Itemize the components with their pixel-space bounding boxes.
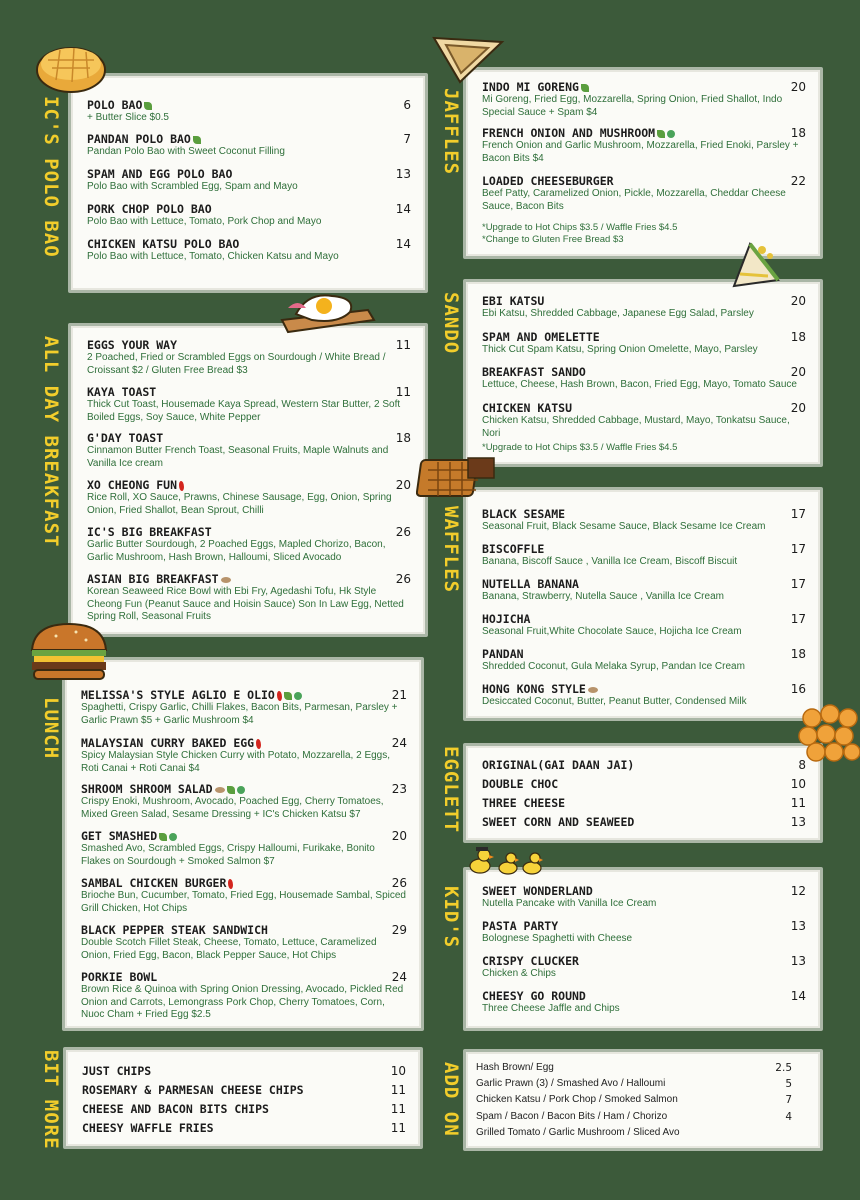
- item-price: 4: [785, 1111, 792, 1123]
- item-price: 10: [790, 777, 806, 791]
- section-title-bit-more: BIT MORE: [40, 1050, 62, 1150]
- item-price: 11: [395, 385, 411, 399]
- item-price: 14: [790, 989, 806, 1003]
- item-name: Hash Brown/ Egg: [476, 1062, 554, 1073]
- item-description: + Butter Slice $0.5: [87, 112, 169, 123]
- item-description: Banana, Strawberry, Nutella Sauce , Vanilla Ice Cream: [482, 591, 724, 602]
- item-description: Three Cheese Jaffle and Chips: [482, 1003, 620, 1014]
- item-name: SHROOM SHROOM SALAD: [81, 782, 407, 796]
- chili-icon: [277, 691, 282, 701]
- item-name: JUST CHIPS: [82, 1064, 152, 1078]
- menu-item: [482, 401, 806, 440]
- item-price: 7: [403, 132, 411, 146]
- ducks-icon: [466, 846, 548, 876]
- panel-jaffles: [466, 70, 820, 256]
- chili-icon: [256, 739, 261, 749]
- menu-item: [482, 126, 806, 165]
- item-name: LOADED CHEESEBURGER: [482, 174, 614, 188]
- item-description: Ebi Katsu, Shredded Cabbage, Japanese Egg Salad, Parsley: [482, 308, 754, 319]
- jaffle-icon: [430, 32, 506, 86]
- item-description: Brioche Bun, Cucumber, Tomato, Fried Egg, Housemade Sambal, Spiced Grill Chicken, Hot Chips: [81, 890, 406, 914]
- item-name: PORKIE BOWL: [81, 970, 158, 984]
- item-name: PORK CHOP POLO BAO: [87, 202, 212, 216]
- section-title-lunch: LUNCH: [40, 697, 62, 760]
- item-description: Cinnamon Butter French Toast, Seasonal Fruits, Maple Walnuts and Vanilla Ice cream: [87, 445, 389, 469]
- section-title-breakfast: ALL DAY BREAKFAST: [40, 336, 62, 548]
- menu-item: [81, 829, 407, 868]
- section-title-polo-bao: IC'S POLO BAO: [40, 96, 62, 258]
- item-name: Spam / Bacon / Bacon Bits / Ham / Chorizo: [476, 1111, 668, 1122]
- item-description: Crispy Enoki, Mushroom, Avocado, Poached Egg, Cherry Tomatoes, Mixed Green Salad, Sesame Dressing + IC's Chicken Katsu $7: [81, 796, 384, 820]
- item-price: 14: [395, 237, 411, 251]
- vegetarian-icon: [159, 833, 167, 841]
- menu-item: [482, 542, 806, 569]
- menu-item: [87, 98, 411, 125]
- menu-item: [482, 330, 806, 357]
- section-title-sando: SANDO: [440, 292, 462, 355]
- item-price: 14: [395, 202, 411, 216]
- nut-icon: [215, 787, 225, 793]
- item-description: Desiccated Coconut, Butter, Peanut Butter, Condensed Milk: [482, 696, 747, 707]
- menu-item: [87, 237, 411, 264]
- item-description: Polo Bao with Scrambled Egg, Spam and Mayo: [87, 181, 298, 192]
- vegetarian-icon: [657, 130, 665, 138]
- item-description: Lettuce, Cheese, Hash Brown, Bacon, Fried Egg, Mayo, Tomato Sauce: [482, 379, 797, 390]
- menu-item: [482, 174, 806, 213]
- menu-item: [82, 1121, 406, 1135]
- item-description: Chicken Katsu, Shredded Cabbage, Mustard, Mayo, Tonkatsu Sauce, Nori: [482, 415, 790, 439]
- menu-item: [482, 507, 806, 534]
- item-description: French Onion and Garlic Mushroom, Mozzarella, Fried Enoki, Parsley + Bacon Bits $4: [482, 140, 799, 164]
- menu-item: [81, 736, 407, 775]
- item-name: HONG KONG STYLE: [482, 682, 806, 696]
- item-description: Seasonal Fruit, Black Sesame Sauce, Black Sesame Ice Cream: [482, 521, 766, 532]
- item-name: EGGS YOUR WAY: [87, 338, 178, 352]
- panel-waffles: [466, 490, 820, 718]
- item-name: CRISPY CLUCKER: [482, 954, 579, 968]
- waffle-icon: [416, 456, 496, 502]
- item-name: ASIAN BIG BREAKFAST: [87, 572, 411, 586]
- item-description: 2 Poached, Fried or Scrambled Eggs on Sourdough / White Bread / Croissant $2 / Gluten Free Bread $3: [87, 352, 386, 376]
- item-name: PANDAN POLO BAO: [87, 132, 411, 146]
- item-price: 20: [790, 294, 806, 308]
- item-name: CHICKEN KATSU: [482, 401, 573, 415]
- item-description: Nutella Pancake with Vanilla Ice Cream: [482, 898, 657, 909]
- egg-waffle-icon: [798, 704, 860, 764]
- item-price: 11: [390, 1102, 406, 1116]
- item-name: ROSEMARY & PARMESAN CHEESE CHIPS: [82, 1083, 304, 1097]
- item-description: Bolognese Spaghetti with Cheese: [482, 933, 633, 944]
- menu-item: [87, 167, 411, 194]
- vegetarian-icon: [227, 786, 235, 794]
- item-description: Pandan Polo Bao with Sweet Coconut Filling: [87, 146, 285, 157]
- item-name: SWEET WONDERLAND: [482, 884, 593, 898]
- item-name: SWEET CORN AND SEAWEED: [482, 815, 635, 829]
- item-price: 13: [790, 919, 806, 933]
- item-price: 11: [390, 1121, 406, 1135]
- item-price: 18: [790, 647, 806, 661]
- item-name: MALAYSIAN CURRY BAKED EGG: [81, 736, 407, 750]
- item-price: 29: [391, 923, 407, 937]
- item-price: 16: [790, 682, 806, 696]
- menu-item: [82, 1102, 406, 1116]
- item-name: XO CHEONG FUN: [87, 478, 411, 492]
- item-name: GET SMASHED: [81, 829, 407, 843]
- menu-item: [87, 202, 411, 229]
- add-on-row: [476, 1078, 806, 1089]
- panel-egglett: [466, 746, 820, 840]
- item-price: 10: [390, 1064, 406, 1078]
- gluten-free-icon: [294, 692, 302, 700]
- nut-icon: [588, 687, 598, 693]
- item-price: 20: [790, 365, 806, 379]
- gluten-free-icon: [237, 786, 245, 794]
- item-price: 18: [790, 330, 806, 344]
- item-description: Thick Cut Spam Katsu, Spring Onion Omelette, Mayo, Parsley: [482, 344, 758, 355]
- item-name: THREE CHEESE: [482, 796, 566, 810]
- menu-item: [482, 954, 806, 981]
- menu-item: [482, 612, 806, 639]
- item-name: ORIGINAL(GAI DAAN JAI): [482, 758, 635, 772]
- item-price: 22: [790, 174, 806, 188]
- item-name: G'DAY TOAST: [87, 431, 164, 445]
- item-description: Beef Patty, Caramelized Onion, Pickle, Mozzarella, Cheddar Cheese Sauce, Bacon Bits: [482, 188, 786, 212]
- item-price: 11: [395, 338, 411, 352]
- item-name: IC'S BIG BREAKFAST: [87, 525, 212, 539]
- section-title-egglett: EGGLETT: [440, 746, 462, 834]
- nut-icon: [221, 577, 231, 583]
- item-description: Mi Goreng, Fried Egg, Mozzarella, Spring Onion, Fried Shallot, Indo Special Sauce + Spam $4: [482, 94, 783, 118]
- item-description: Polo Bao with Lettuce, Tomato, Chicken Katsu and Mayo: [87, 251, 339, 262]
- item-name: SAMBAL CHICKEN BURGER: [81, 876, 407, 890]
- item-description: Rice Roll, XO Sauce, Prawns, Chinese Sausage, Egg, Onion, Spring Onion, Fried Shallot, Bean Sprout, Chilli: [87, 492, 392, 516]
- gluten-free-icon: [169, 833, 177, 841]
- panel-add-on: [466, 1052, 820, 1148]
- item-description: Spicy Malaysian Style Chicken Curry with Potato, Mozzarella, 2 Eggs, Roti Canai + Roti Canai $4: [81, 750, 391, 774]
- item-price: 11: [790, 796, 806, 810]
- item-name: POLO BAO: [87, 98, 411, 112]
- menu-note: *Change to Gluten Free Bread $3: [482, 234, 624, 245]
- item-description: Korean Seaweed Rice Bowl with Ebi Fry, Agedashi Tofu, Hk Style Cheong Fun (Peanut Sauce and Hoisin Sauce) Son In Law Egg, Netted Spring Roll, Seasonal Fruits: [87, 586, 404, 622]
- menu-item: [482, 577, 806, 604]
- item-name: CHEESY WAFFLE FRIES: [82, 1121, 214, 1135]
- menu-item: [81, 970, 407, 1022]
- menu-item: [81, 923, 407, 962]
- item-price: 26: [391, 876, 407, 890]
- menu-item: [87, 132, 411, 159]
- egg-toast-icon: [278, 286, 378, 338]
- item-price: 17: [790, 542, 806, 556]
- item-name: DOUBLE CHOC: [482, 777, 559, 791]
- vegetarian-icon: [144, 102, 152, 110]
- item-price: 26: [395, 525, 411, 539]
- item-price: 21: [391, 688, 407, 702]
- panel-breakfast: [71, 326, 425, 634]
- item-price: 11: [390, 1083, 406, 1097]
- add-on-row: [476, 1111, 806, 1122]
- add-on-row: [476, 1127, 806, 1138]
- menu-item: [81, 688, 407, 727]
- menu-item: [81, 876, 407, 915]
- menu-item: [482, 884, 806, 911]
- item-price: 23: [391, 782, 407, 796]
- menu-item: [87, 431, 411, 470]
- item-name: CHEESY GO ROUND: [482, 989, 586, 1003]
- burger-icon: [26, 620, 112, 684]
- item-name: KAYA TOAST: [87, 385, 157, 399]
- menu-item: [482, 815, 806, 829]
- menu-item: [87, 572, 411, 624]
- panel-sando: [466, 282, 820, 464]
- menu-item: [82, 1064, 406, 1078]
- menu-item: [87, 525, 411, 564]
- item-price: 2.5: [775, 1062, 792, 1074]
- item-price: 5: [785, 1078, 792, 1090]
- item-price: 24: [391, 970, 407, 984]
- item-name: Chicken Katsu / Pork Chop / Smoked Salmon: [476, 1094, 678, 1105]
- item-name: BISCOFFLE: [482, 542, 545, 556]
- item-description: Garlic Butter Sourdough, 2 Poached Eggs, Mapled Chorizo, Bacon, Garlic Mushroom, Hash Brown, Halloumi, Sliced Avocado: [87, 539, 386, 563]
- item-price: 12: [790, 884, 806, 898]
- menu-item: [482, 80, 806, 119]
- item-price: 20: [391, 829, 407, 843]
- item-description: Banana, Biscoff Sauce , Vanilla Ice Cream, Biscoff Biscuit: [482, 556, 738, 567]
- item-name: CHEESE AND BACON BITS CHIPS: [82, 1102, 269, 1116]
- menu-item: [482, 777, 806, 791]
- menu-note: *Upgrade to Hot Chips $3.5 / Waffle Fries $4.5: [482, 222, 678, 233]
- item-name: SPAM AND EGG POLO BAO: [87, 167, 233, 181]
- item-name: PASTA PARTY: [482, 919, 559, 933]
- chili-icon: [179, 481, 184, 491]
- menu-item: [87, 338, 411, 377]
- gluten-free-icon: [667, 130, 675, 138]
- vegetarian-icon: [581, 84, 589, 92]
- item-name: Garlic Prawn (3) / Smashed Avo / Halloumi: [476, 1078, 666, 1089]
- item-price: 13: [790, 954, 806, 968]
- item-description: Brown Rice & Quinoa with Spring Onion Dressing, Avocado, Pickled Red Onion and Carrots, Lemongrass Pork Chop, Cherry Tomatoes, Corn, Nuoc Cham + Fried Egg $2.5: [81, 984, 404, 1020]
- section-title-jaffles: JAFFLES: [440, 88, 462, 176]
- menu-item: [482, 647, 806, 674]
- add-on-row: [476, 1094, 806, 1105]
- menu-item: [482, 989, 806, 1016]
- item-name: EBI KATSU: [482, 294, 545, 308]
- item-name: INDO MI GORENG: [482, 80, 806, 94]
- item-name: NUTELLA BANANA: [482, 577, 579, 591]
- panel-lunch: [65, 660, 421, 1028]
- item-name: HOJICHA: [482, 612, 531, 626]
- item-name: FRENCH ONION AND MUSHROOM: [482, 126, 806, 140]
- vegetarian-icon: [284, 692, 292, 700]
- polo-bun-icon: [34, 38, 108, 94]
- item-description: Thick Cut Toast, Housemade Kaya Spread, Western Star Butter, 2 Soft Boiled Eggs, Soy Sauce, White Pepper: [87, 399, 401, 423]
- add-on-row: [476, 1062, 806, 1073]
- item-description: Seasonal Fruit,White Chocolate Sauce, Hojicha Ice Cream: [482, 626, 742, 637]
- item-price: 6: [403, 98, 411, 112]
- item-description: Polo Bao with Lettuce, Tomato, Pork Chop and Mayo: [87, 216, 322, 227]
- vegetarian-icon: [193, 136, 201, 144]
- section-title-add-on: ADD ON: [440, 1062, 462, 1137]
- item-price: 20: [790, 401, 806, 415]
- item-description: Double Scotch Fillet Steak, Cheese, Tomato, Lettuce, Caramelized Onion, Fried Egg, Bacon, Black Pepper Sauce, Hot Chips: [81, 937, 377, 961]
- chili-icon: [228, 879, 233, 889]
- item-name: BLACK PEPPER STEAK SANDWICH: [81, 923, 268, 937]
- menu-item: [482, 758, 806, 772]
- item-name: BLACK SESAME: [482, 507, 566, 521]
- item-price: 17: [790, 507, 806, 521]
- item-name: MELISSA'S STYLE AGLIO E OLIO: [81, 688, 407, 702]
- menu-item: [482, 682, 806, 709]
- menu-item: [482, 294, 806, 321]
- item-price: 13: [790, 815, 806, 829]
- item-name: CHICKEN KATSU POLO BAO: [87, 237, 240, 251]
- menu-item: [482, 796, 806, 810]
- sandwich-icon: [728, 236, 784, 292]
- item-price: 20: [790, 80, 806, 94]
- item-price: 20: [395, 478, 411, 492]
- item-price: 17: [790, 577, 806, 591]
- item-name: SPAM AND OMELETTE: [482, 330, 600, 344]
- panel-polo-bao: [71, 76, 425, 290]
- menu-item: [482, 365, 806, 392]
- menu-item: [87, 478, 411, 517]
- menu-note: *Upgrade to Hot Chips $3.5 / Waffle Fries $4.5: [482, 442, 678, 453]
- menu-item: [87, 385, 411, 424]
- item-price: 8: [798, 758, 806, 772]
- item-price: 7: [785, 1094, 792, 1106]
- menu-item: [82, 1083, 406, 1097]
- item-description: Chicken & Chips: [482, 968, 556, 979]
- item-price: 24: [391, 736, 407, 750]
- item-price: 18: [395, 431, 411, 445]
- menu-item: [81, 782, 407, 821]
- item-price: 18: [790, 126, 806, 140]
- item-price: 13: [395, 167, 411, 181]
- item-name: Grilled Tomato / Garlic Mushroom / Sliced Avo: [476, 1127, 680, 1138]
- item-description: Smashed Avo, Scrambled Eggs, Crispy Halloumi, Furikake, Bonito Flakes on Sourdough + Smoked Salmon $7: [81, 843, 375, 867]
- menu-item: [482, 919, 806, 946]
- item-name: BREAKFAST SANDO: [482, 365, 586, 379]
- item-name: PANDAN: [482, 647, 524, 661]
- section-title-waffles: WAFFLES: [440, 506, 462, 594]
- item-description: Spaghetti, Crispy Garlic, Chilli Flakes, Bacon Bits, Parmesan, Parsley + Garlic Prawn $5 + Garlic Mushroom $4: [81, 702, 398, 726]
- panel-bit-more: [66, 1050, 420, 1146]
- item-description: Shredded Coconut, Gula Melaka Syrup, Pandan Ice Cream: [482, 661, 745, 672]
- panel-kids: [466, 870, 820, 1028]
- item-price: 26: [395, 572, 411, 586]
- section-title-kids: KID'S: [440, 886, 462, 949]
- item-price: 17: [790, 612, 806, 626]
